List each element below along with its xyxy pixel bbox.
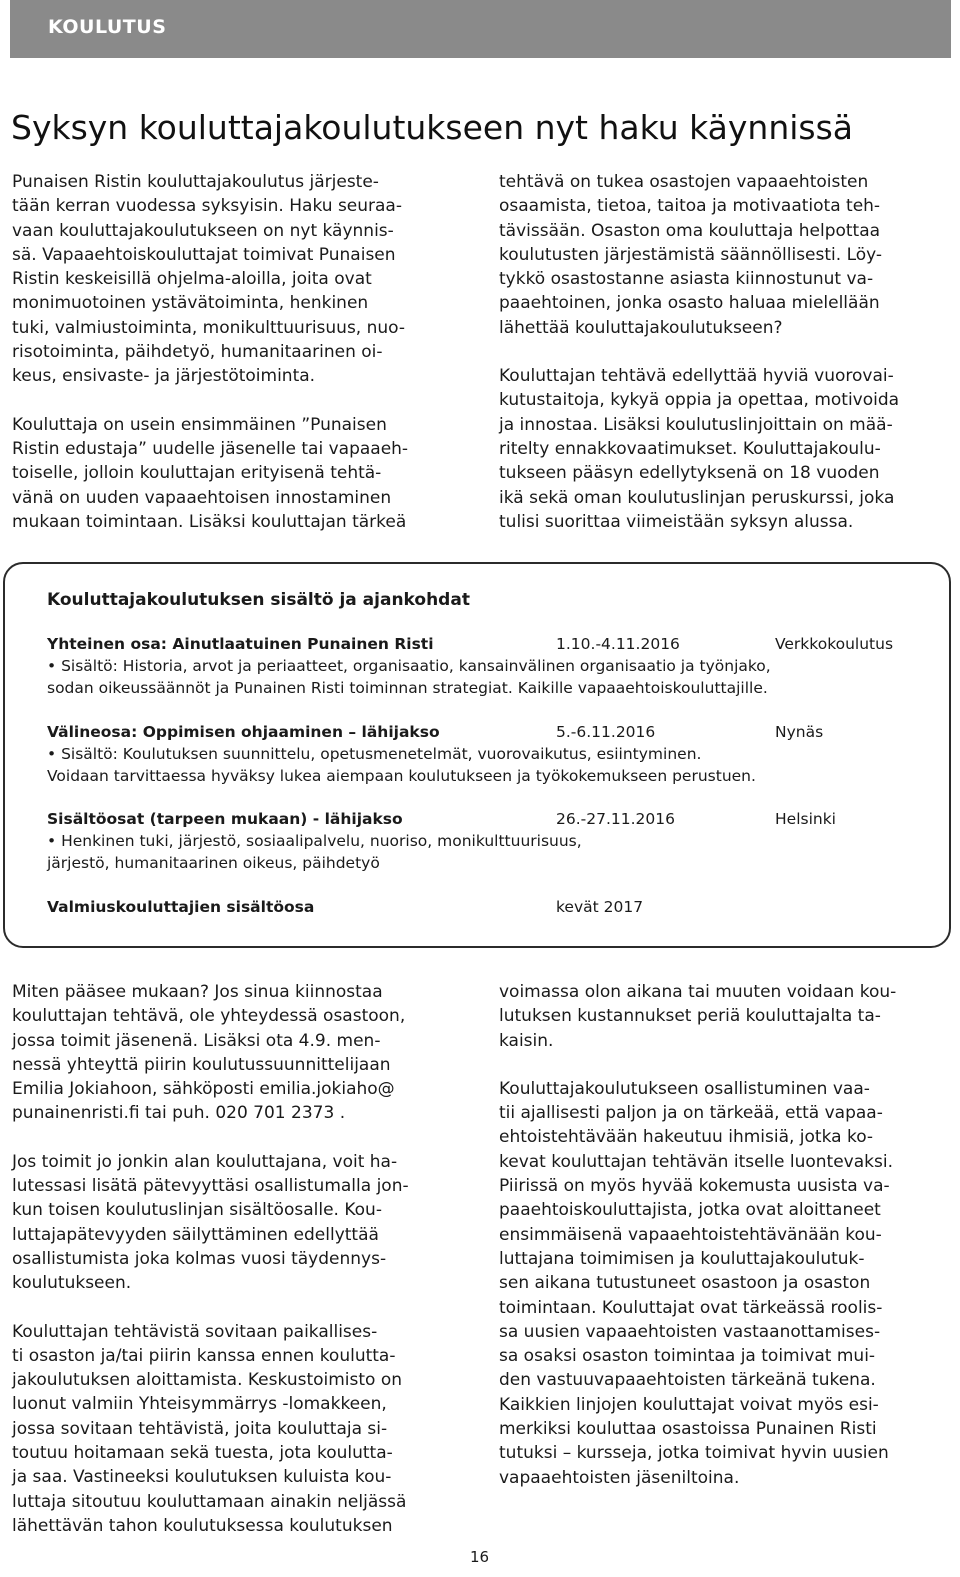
paragraph-line: risotoiminta, päihdetyö, humanitaarinen oi- (12, 342, 383, 363)
paragraph-line: paaehtoinen, jonka osasto haluaa mielellään (499, 293, 880, 314)
paragraph (12, 1320, 462, 1539)
paragraph-line: lähettää kouluttajakoulutukseen? (499, 317, 783, 338)
paragraph-line: kevat kouluttajan tehtävän itselle luontevaksi. (499, 1151, 893, 1172)
article-title: Syksyn kouluttajakoulutukseen nyt haku käynnissä (11, 108, 854, 147)
section-name: Sisältöosat (tarpeen mukaan) - lähijakso (47, 810, 403, 828)
schedule-section (47, 634, 927, 699)
paragraph-line: mukaan toimintaan. Lisäksi kouluttajan tärkeä (12, 511, 407, 532)
section-place: Verkkokoulutus (775, 635, 894, 653)
paragraph-line: tävissään. Osaston oma kouluttaja helpottaa (499, 220, 881, 241)
section-date: kevät 2017 (556, 898, 644, 916)
paragraph-line: vaan kouluttajakoulutukseen on nyt käynnis- (12, 220, 394, 241)
paragraph-line: toutuu hoitamaan sekä tuesta, jota koulutta- (12, 1443, 393, 1464)
intro-column-left (12, 170, 462, 534)
paragraph-line: monimuotoinen ystävätoiminta, henkinen (12, 293, 369, 314)
section-date: 1.10.-4.11.2016 (556, 635, 680, 653)
paragraph-line: ja innostaa. Lisäksi koulutuslinjoittain on mää- (499, 414, 893, 435)
section-date: 5.-6.11.2016 (556, 723, 656, 741)
section-detail-line: Voidaan tarvittaessa hyväksy lukea aiempaan koulutukseen ja työkokemukseen perustuen. (47, 766, 756, 785)
paragraph-line: kutustaitoja, kykyä oppia ja opettaa, motivoida (499, 390, 900, 411)
paragraph-line: toiselle, jolloin kouluttajan erityisenä tehtä- (12, 463, 382, 484)
section-banner (10, 0, 951, 58)
paragraph-line: Kouluttajan tehtävä edellyttää hyviä vuorovai- (499, 366, 894, 387)
schedule-box (3, 562, 951, 948)
section-name: Välineosa: Oppimisen ohjaaminen – lähijakso (47, 723, 440, 741)
paragraph-line: Ristin edustaja” uudelle jäsenelle tai vapaaeh- (12, 438, 409, 459)
paragraph-line: sa osaksi osaston toimintaa ja toimivat mui- (499, 1346, 876, 1367)
paragraph (499, 364, 951, 534)
paragraph-line: jossa toimit jäsenenä. Lisäksi ota 4.9. men- (12, 1030, 381, 1051)
paragraph (499, 170, 951, 340)
paragraph-line: ritelty ennakkovaatimukset. Kouluttajakoulu- (499, 438, 881, 459)
paragraph-line: ensimmäisenä vapaaehtoistehtävänään kou- (499, 1224, 882, 1245)
paragraph-line: nessä yhteyttä piirin koulutussuunnittelijaan (12, 1054, 391, 1075)
paragraph-line: tuki, valmiustoiminta, monikulttuurisuus, nuo- (12, 317, 406, 338)
section-name: Valmiuskouluttajien sisältöosa (47, 898, 315, 916)
paragraph-line: Kouluttajan tehtävistä sovitaan paikallises- (12, 1321, 378, 1342)
schedule-box-title: Kouluttajakoulutuksen sisältö ja ajankohdat (47, 590, 470, 610)
paragraph-line: Jos toimit jo jonkin alan kouluttajana, voit ha- (12, 1151, 398, 1172)
paragraph-line: osaamista, tietoa, taitoa ja motivaatiota teh- (499, 196, 881, 217)
paragraph-line: tehtävä on tukea osastojen vapaaehtoisten (499, 172, 869, 192)
paragraph-line: sä. Vapaaehtoiskouluttajat toimivat Punaisen (12, 244, 396, 265)
paragraph-line: Kouluttajakoulutukseen osallistuminen vaa- (499, 1078, 870, 1099)
section-place: Nynäs (775, 723, 824, 741)
paragraph-line: punainenristi.fi tai puh. 020 701 2373 . (12, 1103, 346, 1124)
paragraph-line: osallistumista joka kolmas vuosi täydennys- (12, 1248, 387, 1269)
paragraph-line: Punaisen Ristin kouluttajakoulutus järjeste- (12, 172, 379, 192)
paragraph-line: lutessasi lisätä pätevyyttäsi osallistumalla jon- (12, 1176, 409, 1197)
section-detail-line: • Sisältö: Koulutuksen suunnittelu, opetusmenetelmät, vuorovaikutus, esiintyminen. (47, 745, 702, 763)
paragraph-line: tukseen pääsyn edellytyksenä on 18 vuoden (499, 463, 880, 484)
paragraph (12, 980, 462, 1126)
paragraph (12, 170, 462, 389)
body-column-left (12, 980, 462, 1538)
section-detail-line: sodan oikeussäännöt ja Punainen Risti toiminnan strategiat. Kaikille vapaaehtoiskouluttajille. (47, 678, 768, 697)
section-name: Yhteinen osa: Ainutlaatuinen Punainen Risti (47, 635, 434, 653)
paragraph-line: ikä sekä oman koulutuslinjan peruskurssi, joka (499, 487, 895, 508)
paragraph-line: kouluttajan tehtävä, ole yhteydessä osastoon, (12, 1006, 406, 1027)
paragraph (12, 1150, 462, 1296)
paragraph-line: kaisin. (499, 1030, 554, 1051)
paragraph-line: Kaikkien linjojen kouluttajat voivat myös esi- (499, 1394, 879, 1415)
paragraph-line: lutuksen kustannukset periä kouluttajalta ta- (499, 1006, 881, 1027)
paragraph-line: keus, ensivaste- ja järjestötoiminta. (12, 366, 316, 387)
paragraph (499, 980, 951, 1053)
paragraph-line: vänä on uuden vapaaehtoisen innostaminen (12, 487, 392, 508)
schedule-section (47, 809, 927, 874)
paragraph-line: koulutukseen. (12, 1273, 132, 1294)
paragraph-line: koulutusten järjestämistä säännöllisesti. Löy- (499, 244, 883, 265)
paragraph-line: tii ajallisesti paljon ja on tärkeää, että vapaa- (499, 1103, 883, 1124)
paragraph-line: merkiksi kouluttaa osastoissa Punainen Risti (499, 1419, 877, 1440)
schedule-section (47, 897, 927, 919)
paragraph-line: luttajapätevyyden säilyttäminen edellyttää (12, 1224, 379, 1245)
paragraph-line: tään kerran vuodessa syksyisin. Haku seuraa- (12, 196, 402, 217)
paragraph-line: Ristin keskeisillä ohjelma-aloilla, joita ovat (12, 269, 372, 290)
section-label: KOULUTUS (48, 16, 167, 38)
body-column-right (499, 980, 951, 1490)
paragraph-line: kun toisen koulutuslinjan sisältöosalle. Kou- (12, 1200, 382, 1221)
paragraph-line: luttajana toimimisen ja kouluttajakoulutuk- (499, 1248, 865, 1269)
paragraph-line: den vastuuvapaaehtoisten tärkeänä tukena. (499, 1370, 876, 1391)
paragraph-line: tulisi suorittaa viimeistään syksyn alussa. (499, 511, 854, 532)
paragraph (499, 1077, 951, 1490)
section-detail-line: • Sisältö: Historia, arvot ja periaatteet, organisaatio, kansainvälinen organisaatio ja työnjako, (47, 657, 771, 675)
paragraph-line: Emilia Jokiahoon, sähköposti emilia.jokiaho@ (12, 1079, 395, 1100)
section-detail-line: järjestö, humanitaarinen oikeus, päihdetyö (47, 853, 380, 872)
section-place: Helsinki (775, 810, 836, 828)
paragraph-line: paaehtoiskouluttajista, jotka ovat aloittaneet (499, 1200, 881, 1221)
paragraph-line: ehtoistehtävään hakeutuu ihmisiä, jotka ko- (499, 1127, 874, 1148)
paragraph-line: sa uusien vapaaehtoisten vastaanottamises- (499, 1321, 881, 1342)
paragraph-line: jakoulutuksen aloittamista. Keskustoimisto on (12, 1370, 403, 1391)
paragraph-line: ti osaston ja/tai piirin kanssa ennen koulutta- (12, 1345, 396, 1366)
paragraph-line: vapaaehtoisten jäseniltoina. (499, 1467, 740, 1488)
section-date: 26.-27.11.2016 (556, 810, 675, 828)
paragraph-line: Miten pääsee mukaan? Jos sinua kiinnostaa (12, 982, 383, 1002)
intro-column-right (499, 170, 951, 534)
section-detail-line: • Henkinen tuki, järjestö, sosiaalipalvelu, nuoriso, monikulttuurisuus, (47, 832, 582, 850)
paragraph-line: luttaja sitoutuu kouluttamaan ainakin neljässä (12, 1491, 407, 1512)
paragraph-line: voimassa olon aikana tai muuten voidaan kou- (499, 982, 897, 1002)
paragraph-line: jossa sovitaan tehtävistä, joita kouluttaja si- (12, 1418, 388, 1439)
page-number: 16 (470, 1548, 490, 1566)
paragraph-line: sen aikana tutustuneet osastoon ja osaston (499, 1273, 871, 1294)
paragraph-line: luonut valmiin Yhteisymmärrys -lomakkeen, (12, 1394, 387, 1415)
paragraph-line: Kouluttaja on usein ensimmäinen ”Punaisen (12, 414, 387, 435)
paragraph-line: tykkö osastostanne asiasta kiinnostunut va- (499, 269, 874, 290)
paragraph-line: Piirissä on myös hyvää kokemusta uusista va- (499, 1176, 890, 1197)
paragraph-line: toimintaan. Kouluttajat ovat tärkeässä roolis- (499, 1297, 883, 1318)
schedule-section (47, 722, 927, 787)
paragraph (12, 413, 462, 534)
paragraph-line: tutuksi – kursseja, jotka toimivat hyvin uusien (499, 1443, 889, 1464)
paragraph-line: ja saa. Vastineeksi koulutuksen kuluista kou- (12, 1467, 392, 1488)
paragraph-line: lähettävän tahon koulutuksessa koulutuksen (12, 1515, 393, 1536)
